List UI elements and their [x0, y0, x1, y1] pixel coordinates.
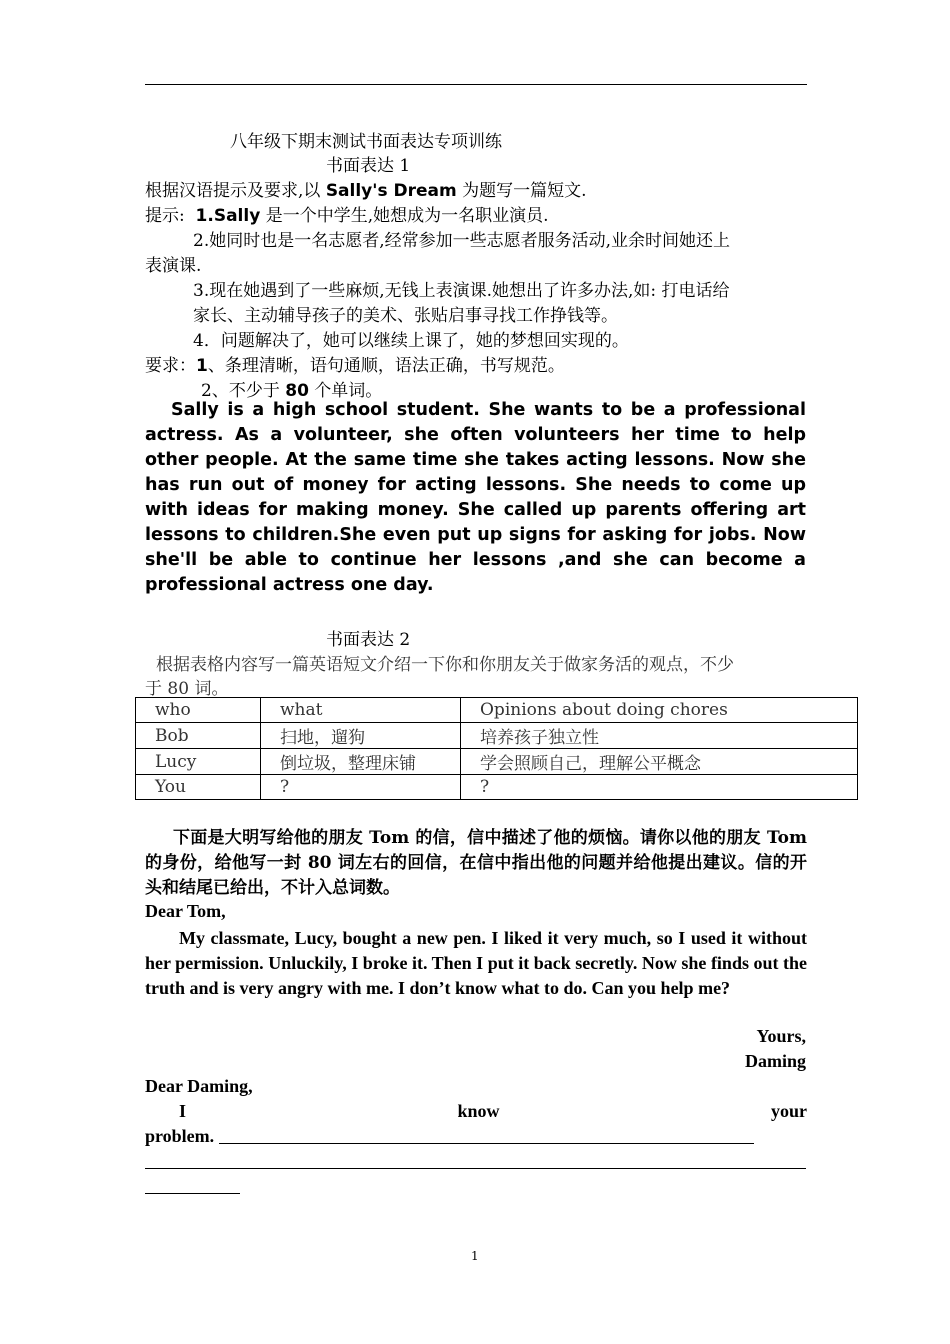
reply-first-line — [145, 1101, 807, 1122]
answer-line — [145, 1193, 240, 1194]
requirement-1-number: 1 — [196, 356, 208, 376]
reply-greeting: Dear Daming, — [145, 1076, 253, 1096]
section1-title: 书面表达 1 — [326, 156, 411, 176]
table-header-row — [136, 698, 858, 723]
table-row — [136, 723, 858, 749]
table-header-cell: Opinions about doing chores — [461, 698, 858, 723]
requirement-2-number: 80 — [285, 381, 309, 401]
requirement-label: 要求： — [145, 356, 196, 376]
table-cell: Lucy — [136, 749, 261, 775]
table-cell: You — [136, 775, 261, 800]
table-header-cell: what — [261, 698, 461, 723]
section3-prompt: 下面是大明写给他的朋友 Tom 的信，信中描述了他的烦恼。请你以他的朋友 Tom 的身份，给他写一封 80 词左右的回信，在信中指出他的问题并给他提出建议。信的开头和结尾已给出，不计入总词数。 — [145, 828, 807, 898]
table-cell: ? — [261, 775, 461, 800]
requirement-2-text: 2、不少于 — [201, 381, 286, 401]
hint-1-lead: 1.Sally — [195, 206, 261, 226]
reply-word: I — [179, 1101, 187, 1121]
chores-table — [135, 697, 858, 800]
prompt-title: Sally's Dream — [325, 181, 457, 201]
section2-title: 书面表达 2 — [326, 630, 411, 650]
header-rule — [145, 84, 807, 85]
hint-label: 提示: — [145, 206, 185, 226]
table-cell: 倒垃圾，整理床铺 — [261, 749, 461, 775]
table-cell: 学会照顾自己，理解公平概念 — [461, 749, 858, 775]
table-cell: 培养孩子独立性 — [461, 723, 858, 749]
table-cell: Bob — [136, 723, 261, 749]
section2-prompt-line-2: 于 80 词。 — [145, 679, 229, 699]
reply-problem: problem. — [145, 1126, 215, 1146]
table-header-cell: who — [136, 698, 261, 723]
reply-word: know — [457, 1101, 500, 1121]
answer-line — [219, 1143, 754, 1144]
main-title: 八年级下期末测试书面表达专项训练 — [230, 132, 502, 152]
section1-prompt — [145, 176, 587, 201]
table-row — [136, 749, 858, 775]
letter-body: My classmate, Lucy, bought a new pen. I liked it very much, so I used it without her permission. Unluckily, I broke it. Then I put it back secretly. Now she finds out the truth and is very angry with me. I don’t know what to do. Can you help me? — [145, 928, 807, 998]
hint-1 — [145, 201, 549, 226]
hint-3-line-2: 家长、主动辅导孩子的美术、张贴启事寻找工作挣钱等。 — [193, 306, 618, 326]
letter-greeting: Dear Tom, — [145, 901, 226, 921]
hint-1-text: 是一个中学生,她想成为一名职业演员. — [260, 206, 549, 226]
answer-line — [145, 1168, 806, 1169]
hint-4: 4．问题解决了，她可以继续上课了，她的梦想回实现的。 — [193, 331, 629, 351]
reply-word: your — [770, 1101, 807, 1121]
model-essay: Sally is a high school student. She wants to be a professional actress. As a volunteer, she often volunteers her time to help other people. At the same time she takes acting lessons. Now she has run out of money for acting lessons. She needs to come up with ideas for making money. She called up parents offering art lessons to children.She even put up signs for asking for jobs. Now she'll be able to continue her lessons ,and she can become a professional actress one day. — [145, 400, 806, 595]
hint-2-line-1: 2.她同时也是一名志愿者,经常参加一些志愿者服务活动,业余时间她还上 — [193, 231, 731, 251]
letter-signature: Daming — [744, 1051, 806, 1071]
requirement-2-text-end: 个单词。 — [308, 381, 383, 401]
page-number: 1 — [471, 1249, 479, 1263]
table-cell: ? — [461, 775, 858, 800]
requirement-1 — [145, 351, 565, 376]
section2-prompt-line-1: 根据表格内容写一篇英语短文介绍一下你和你朋友关于做家务活的观点，不少 — [156, 655, 734, 675]
prompt-text: 根据汉语提示及要求,以 — [145, 181, 326, 201]
hint-2-line-2: 表演课. — [145, 256, 202, 276]
requirement-1-text: 、条理清晰，语句通顺，语法正确，书写规范。 — [207, 356, 565, 376]
table-row — [136, 775, 858, 800]
prompt-text-end: 为题写一篇短文. — [456, 181, 587, 201]
table-cell: 扫地，遛狗 — [261, 723, 461, 749]
hint-3-line-1: 3.现在她遇到了一些麻烦,无钱上表演课.她想出了许多办法,如: 打电话给 — [193, 281, 730, 301]
letter-closing: Yours, — [756, 1026, 806, 1046]
